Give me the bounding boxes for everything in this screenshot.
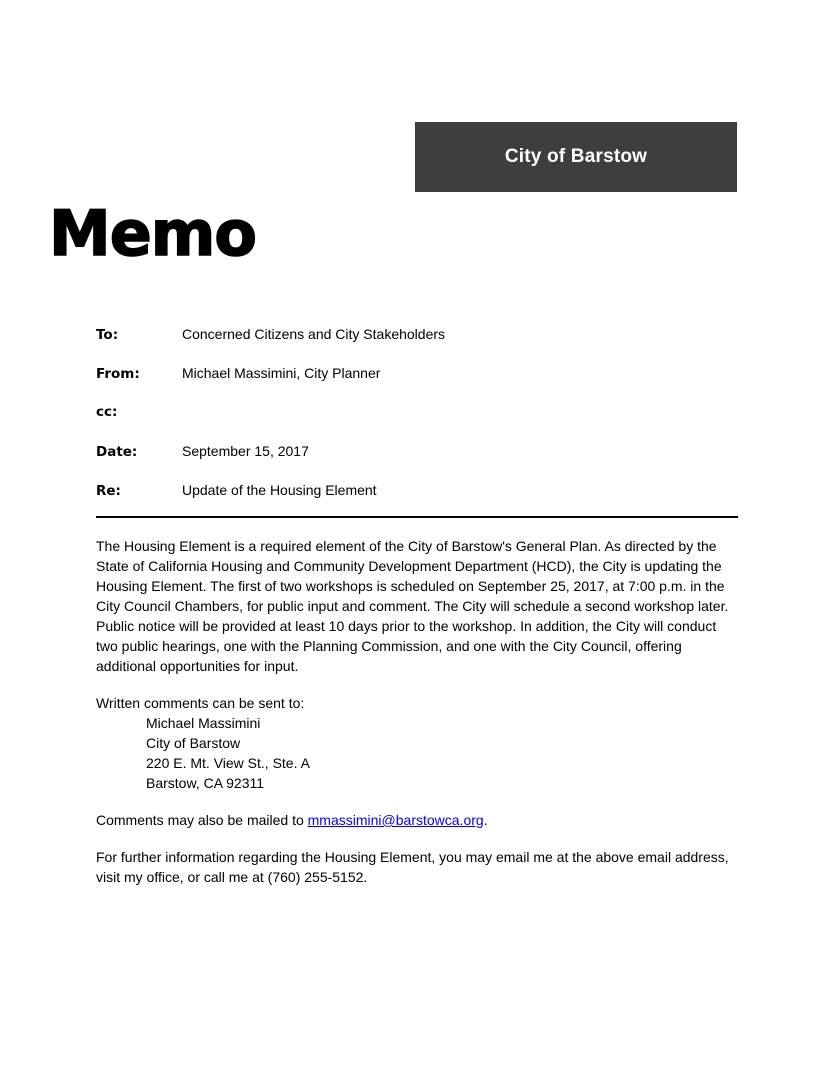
body-paragraph-closing: For further information regarding the Housing Element, you may email me at the above email address, visit my office, or call me at (760) 255-5152. (96, 849, 729, 885)
field-value-date: September 15, 2017 (182, 443, 309, 459)
org-name: City of Barstow (504, 146, 648, 167)
field-value-to: Concerned Citizens and City Stakeholders (182, 326, 446, 342)
memo-header-fields (96, 326, 738, 521)
email-contact-line (96, 810, 738, 830)
field-row-date (96, 443, 738, 482)
header-divider (96, 516, 738, 518)
address-line: City of Barstow (146, 735, 241, 751)
field-label-from: From: (96, 366, 140, 382)
org-banner (415, 122, 737, 192)
address-line: Barstow, CA 92311 (146, 775, 265, 791)
memo-body (96, 536, 738, 887)
field-row-cc (96, 404, 738, 443)
field-row-to (96, 326, 738, 365)
field-label-cc: cc: (96, 404, 118, 420)
field-row-from (96, 365, 738, 404)
comments-intro-line: Written comments can be sent to: (96, 695, 305, 711)
address-line: 220 E. Mt. View St., Ste. A (146, 755, 310, 771)
body-paragraph-1: The Housing Element is a required element of the City of Barstow's General Plan. As directed by the State of California Housing and Community Development Department (HCD), the City is updating the Housing Element. The first of two workshops is scheduled on September 25, 2017, at 7:00 p.m. in the City Council Chambers, for public input and comment. The City will schedule a second workshop later. Public notice will be provided at least 10 days prior to the workshop. In addition, the City will conduct two public hearings, one with the Planning Commission, and one with the City Council, offering additional opportunities for input. (96, 538, 729, 674)
address-line: Michael Massimini (146, 715, 261, 731)
written-comments-block (96, 693, 738, 793)
field-label-to: To: (96, 327, 119, 343)
field-value-from: Michael Massimini, City Planner (182, 365, 381, 381)
page-title: Memo (49, 197, 256, 270)
email-suffix-text: . (483, 812, 488, 828)
email-intro-text: Comments may also be mailed to (96, 812, 308, 828)
field-value-re: Update of the Housing Element (182, 482, 377, 498)
field-label-re: Re: (96, 483, 121, 499)
email-link[interactable]: mmassimini@barstowca.org (307, 812, 484, 828)
field-label-date: Date: (96, 444, 138, 460)
